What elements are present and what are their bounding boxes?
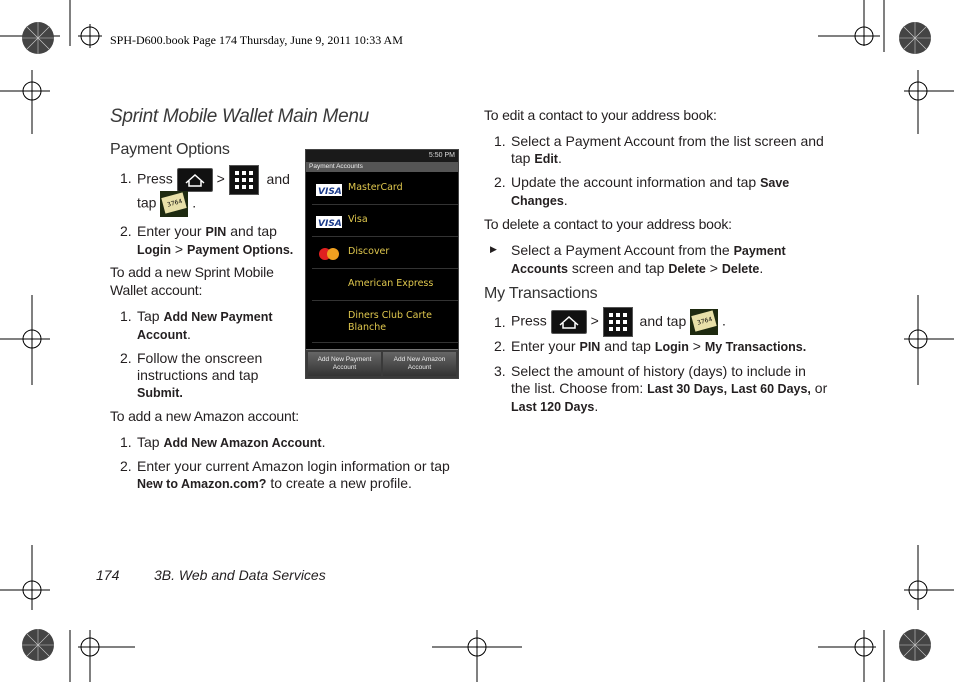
text: Enter your bbox=[137, 223, 202, 239]
account-discover bbox=[312, 238, 458, 269]
text: . bbox=[192, 194, 197, 211]
intro-edit: To edit a contact to your address book: bbox=[484, 107, 717, 123]
delete-step bbox=[511, 242, 851, 278]
visa-logo-icon bbox=[316, 183, 342, 195]
text: Payment Options. bbox=[186, 243, 294, 257]
text: Last 60 Days, bbox=[730, 382, 811, 396]
text: > bbox=[174, 241, 184, 257]
intro-delete: To delete a contact to your address book: bbox=[484, 216, 732, 232]
text: . bbox=[187, 326, 191, 342]
text: . bbox=[557, 150, 562, 166]
text: > bbox=[692, 338, 701, 354]
text: Press bbox=[511, 312, 547, 329]
applications-key-icon bbox=[229, 165, 259, 195]
text: tap bbox=[511, 150, 531, 166]
text: Add New Amazon Account bbox=[163, 436, 322, 450]
text: Select the amount of history (days) to include in bbox=[511, 363, 806, 379]
text: instructions and tap bbox=[137, 367, 259, 383]
amazon-step-2 bbox=[137, 458, 467, 493]
text: > bbox=[216, 170, 225, 187]
visa-logo-text: VISA bbox=[318, 219, 342, 228]
account-label: Discover bbox=[348, 246, 390, 257]
text: and tap bbox=[230, 223, 277, 239]
wallet-app-icon bbox=[690, 309, 718, 335]
text: Save bbox=[760, 176, 790, 190]
account-diners bbox=[312, 302, 458, 343]
text: . bbox=[321, 434, 326, 450]
step-number: 2. bbox=[120, 458, 132, 474]
account-visa bbox=[312, 206, 458, 237]
home-key-icon bbox=[177, 168, 213, 192]
text: Follow the onscreen bbox=[137, 350, 263, 366]
text: the list. Choose from: bbox=[511, 380, 644, 396]
svg-text:3764: 3764 bbox=[696, 315, 714, 327]
text: New to Amazon.com? bbox=[137, 477, 267, 491]
text: and bbox=[266, 170, 290, 187]
svg-text:3764: 3764 bbox=[166, 197, 184, 209]
text: Delete bbox=[721, 262, 760, 276]
step-number: 2. bbox=[120, 223, 132, 239]
page-title: Sprint Mobile Wallet Main Menu bbox=[110, 106, 369, 127]
text: to create a new profile. bbox=[270, 475, 412, 491]
account-label: Visa bbox=[348, 214, 368, 225]
step-number: 1. bbox=[120, 308, 132, 324]
text: Tap bbox=[137, 434, 160, 450]
section-payment-options: Payment Options bbox=[110, 141, 230, 158]
text: or bbox=[814, 380, 828, 396]
step-number: 1. bbox=[494, 133, 506, 149]
visa-logo-text: VISA bbox=[318, 187, 342, 196]
text: Tap bbox=[137, 308, 160, 324]
text: Accounts bbox=[511, 262, 568, 276]
wallet-app-icon bbox=[160, 191, 188, 217]
account-label: Diners Club Carte Blanche bbox=[348, 310, 432, 333]
account-mastercard bbox=[312, 174, 458, 205]
text: My Transactions. bbox=[704, 340, 807, 354]
account-amex bbox=[312, 270, 458, 301]
text: Enter your current Amazon login information or tap bbox=[137, 458, 450, 474]
text: Enter your bbox=[511, 338, 576, 354]
step-number: 2. bbox=[494, 174, 506, 190]
tx-step-1 bbox=[511, 307, 771, 337]
step-number: 1. bbox=[494, 314, 506, 330]
edit-step-2 bbox=[511, 174, 851, 210]
step-2 bbox=[137, 223, 307, 259]
screen-header: Payment Accounts bbox=[306, 162, 458, 172]
text: Account bbox=[137, 328, 187, 342]
text: . bbox=[594, 398, 599, 414]
text: Select a Payment Account from the list screen and bbox=[511, 133, 824, 149]
text: . bbox=[722, 312, 726, 329]
account-label: American Express bbox=[348, 278, 434, 289]
text: Submit. bbox=[137, 386, 183, 400]
text: Login bbox=[137, 243, 172, 257]
text: Last 30 Days, bbox=[647, 382, 728, 396]
text: PIN bbox=[205, 225, 227, 239]
home-key-icon bbox=[551, 310, 587, 334]
text: Press bbox=[137, 170, 173, 187]
edit-step-1 bbox=[511, 133, 851, 168]
sprint-step-1 bbox=[137, 308, 297, 344]
text: tap bbox=[137, 194, 157, 211]
sprint-step-2 bbox=[137, 350, 297, 402]
intro-amazon: To add a new Amazon account: bbox=[110, 408, 299, 424]
text: . bbox=[759, 260, 764, 276]
text: and tap bbox=[604, 338, 651, 354]
phone-button-bar bbox=[306, 349, 458, 378]
step-number: 1. bbox=[120, 170, 132, 186]
amazon-step-1 bbox=[137, 434, 325, 452]
text: Login bbox=[654, 340, 689, 354]
section-my-transactions: My Transactions bbox=[484, 285, 598, 302]
tx-step-2 bbox=[511, 338, 851, 356]
text: Add New Payment bbox=[163, 310, 273, 324]
step-1-cont bbox=[137, 191, 196, 217]
text: PIN bbox=[579, 340, 601, 354]
text: Edit bbox=[534, 152, 558, 166]
text: > bbox=[590, 312, 599, 329]
text: Last 120 Days bbox=[511, 400, 595, 414]
print-header: SPH-D600.book Page 174 Thursday, June 9, 2011 10:33 AM bbox=[110, 33, 403, 47]
step-number: 1. bbox=[120, 434, 132, 450]
phone-screenshot bbox=[305, 149, 459, 379]
add-amazon-button: Add New Amazon Account bbox=[383, 352, 456, 376]
tx-step-3 bbox=[511, 363, 851, 416]
section-name: 3B. Web and Data Services bbox=[154, 567, 326, 583]
applications-key-icon bbox=[603, 307, 633, 337]
status-bar bbox=[306, 150, 458, 162]
add-payment-button: Add New Payment Account bbox=[308, 352, 381, 376]
step-number: 2. bbox=[120, 350, 132, 366]
text: screen and tap bbox=[571, 260, 665, 276]
step-number: 2. bbox=[494, 338, 506, 354]
mastercard-logo-icon bbox=[316, 247, 342, 259]
text: . bbox=[563, 192, 568, 208]
text: Changes bbox=[511, 194, 564, 208]
account-label: MasterCard bbox=[348, 182, 403, 193]
step-number: 3. bbox=[494, 363, 506, 379]
intro-sprint: To add a new Sprint Mobile Wallet account: bbox=[110, 264, 274, 298]
visa-logo-icon bbox=[316, 215, 342, 227]
text: Payment bbox=[733, 244, 786, 258]
text: Delete bbox=[668, 262, 706, 276]
text: > bbox=[709, 260, 718, 276]
page-number: 174 bbox=[96, 567, 120, 583]
status-time: 5:50 PM bbox=[428, 152, 455, 159]
text: and tap bbox=[639, 312, 687, 329]
text: Update the account information and tap bbox=[511, 174, 757, 190]
bullet-icon: ▶ bbox=[490, 244, 497, 254]
text: Select a Payment Account from the bbox=[511, 242, 730, 258]
